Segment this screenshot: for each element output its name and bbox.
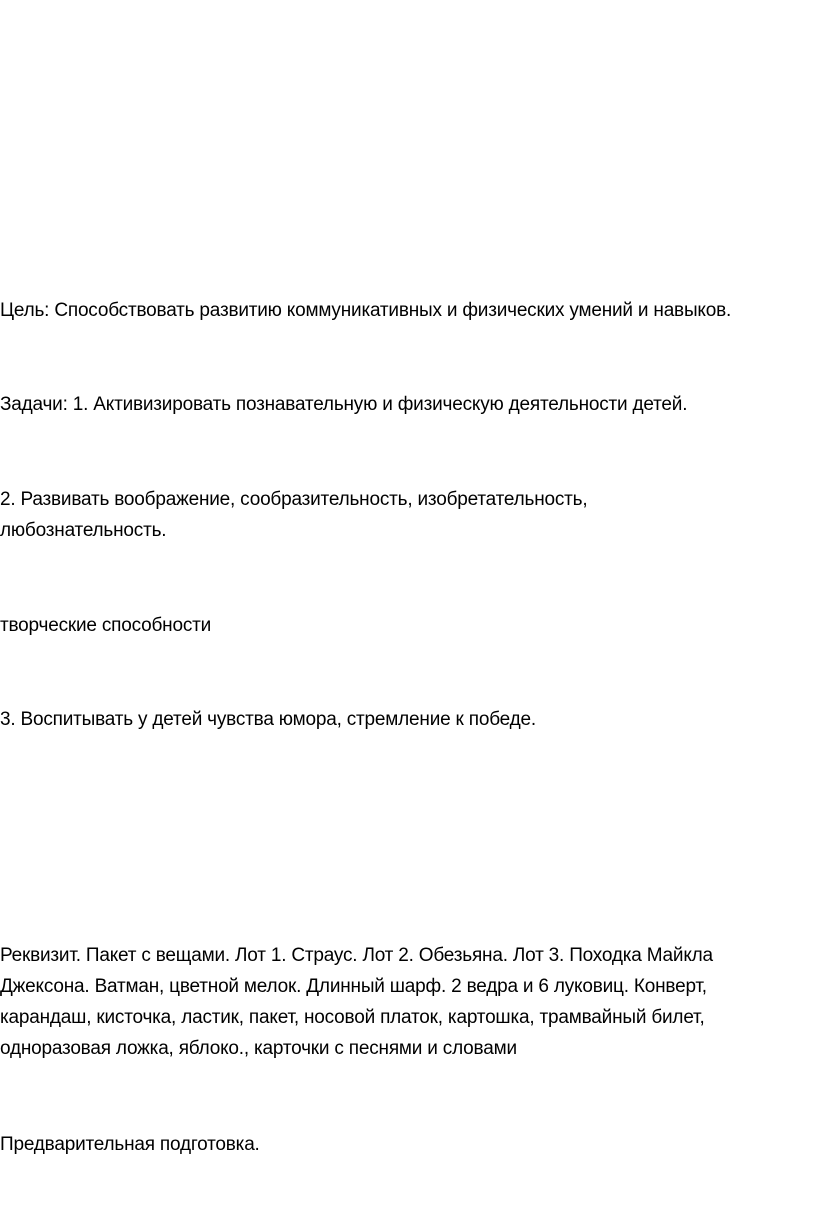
props-line-3: карандаш, кисточка, ластик, пакет, носовой платок, картошка, трамвайный билет, xyxy=(0,1007,705,1028)
tasks-paragraph-1 xyxy=(0,389,687,420)
props-paragraph xyxy=(0,940,713,1064)
task-2-line-2: любознательность. xyxy=(0,520,167,541)
props-line-1: Реквизит. Пакет с вещами. Лот 1. Страус. Лот 2. Обезьяна. Лот 3. Походка Майкла xyxy=(0,945,713,966)
preparation-text: Предварительная подготовка. xyxy=(0,1134,260,1155)
props-line-4: одноразовая ложка, яблоко., карточки с песнями и словами xyxy=(0,1038,517,1059)
preparation-paragraph xyxy=(0,1129,260,1160)
goal-text: Цель: Способствовать развитию коммуникативных и физических умений и навыков. xyxy=(0,300,732,321)
task-1-text: Задачи: 1. Активизировать познавательную и физическую деятельности детей. xyxy=(0,394,688,415)
task-3-text: 3. Воспитывать у детей чувства юмора, стремление к победе. xyxy=(0,709,536,730)
task-2-line-1: 2. Развивать воображение, сообразительность, изобретательность, xyxy=(0,489,588,510)
creative-paragraph xyxy=(0,610,211,641)
tasks-paragraph-2 xyxy=(0,484,587,546)
tasks-paragraph-3 xyxy=(0,704,536,735)
goal-paragraph xyxy=(0,295,731,326)
creative-text: творческие способности xyxy=(0,615,212,636)
props-line-2: Джексона. Ватман, цветной мелок. Длинный шарф. 2 ведра и 6 луковиц. Конверт, xyxy=(0,976,707,997)
